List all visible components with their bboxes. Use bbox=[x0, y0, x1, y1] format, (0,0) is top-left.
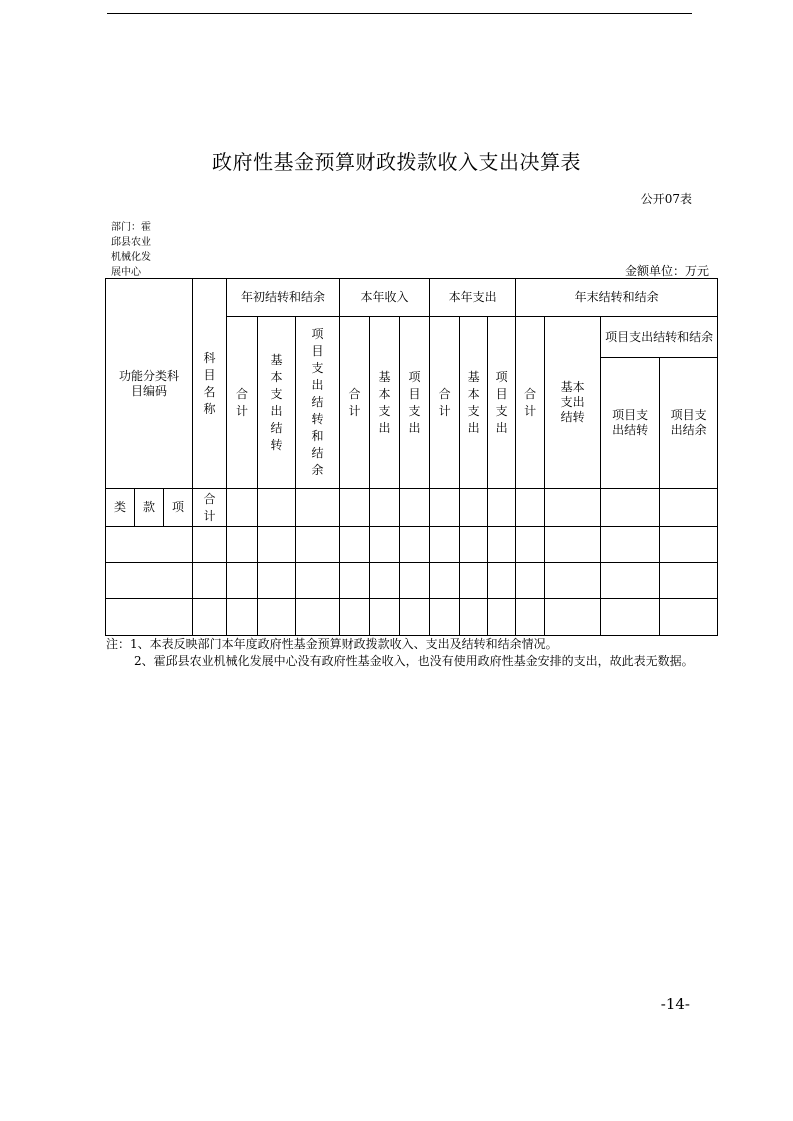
note-1: 注：1、本表反映部门本年度政府性基金预算财政拨款收入、支出及结转和结余情况。 bbox=[106, 637, 558, 651]
income-header: 本年收入 bbox=[340, 279, 430, 317]
page-number: -14- bbox=[660, 995, 690, 1013]
cell bbox=[460, 489, 488, 527]
cell bbox=[340, 527, 370, 563]
cell bbox=[545, 489, 601, 527]
cell bbox=[227, 527, 258, 563]
begin-project-carry-surplus-header: 项目支出结转和结余 bbox=[296, 317, 340, 489]
cell bbox=[370, 527, 400, 563]
end-project-surplus-header: 项目支出结余 bbox=[660, 358, 718, 489]
income-basic-header: 基本支出 bbox=[370, 317, 400, 489]
cell bbox=[227, 489, 258, 527]
begin-basic-carry-header: 基本支出结转 bbox=[258, 317, 296, 489]
cell bbox=[460, 599, 488, 636]
end-project-carry-header: 项目支出结转 bbox=[601, 358, 660, 489]
expense-basic-header: 基本支出 bbox=[460, 317, 488, 489]
cell bbox=[488, 489, 516, 527]
section-header: 款 bbox=[135, 489, 164, 527]
cell bbox=[460, 563, 488, 599]
cell bbox=[400, 489, 430, 527]
cell bbox=[430, 527, 460, 563]
cell bbox=[227, 599, 258, 636]
cell bbox=[193, 599, 227, 636]
cell bbox=[430, 599, 460, 636]
form-number: 公开07表 bbox=[640, 192, 692, 206]
cell bbox=[460, 527, 488, 563]
cell bbox=[296, 563, 340, 599]
cell bbox=[370, 599, 400, 636]
func-code-header: 功能分类科目编码 bbox=[106, 279, 193, 489]
subject-name-header: 科目名称 bbox=[193, 279, 227, 489]
department-label: 部门：霍 邱县农业 机械化发 展中心 bbox=[111, 222, 151, 278]
cell bbox=[516, 563, 545, 599]
end-project-group-header: 项目支出结转和结余 bbox=[601, 317, 718, 358]
table-row bbox=[106, 563, 718, 599]
end-total-header: 合计 bbox=[516, 317, 545, 489]
cell bbox=[258, 599, 296, 636]
notes bbox=[106, 636, 696, 670]
cell bbox=[258, 527, 296, 563]
cell bbox=[400, 599, 430, 636]
cell bbox=[106, 527, 193, 563]
end-basic-carry-header: 基本支出结转 bbox=[545, 317, 601, 489]
cell bbox=[601, 489, 660, 527]
cell bbox=[400, 527, 430, 563]
expense-project-header: 项目支出 bbox=[488, 317, 516, 489]
cell bbox=[340, 599, 370, 636]
cell bbox=[340, 563, 370, 599]
item-header: 项 bbox=[164, 489, 193, 527]
cell bbox=[430, 563, 460, 599]
cell bbox=[601, 563, 660, 599]
cell bbox=[430, 489, 460, 527]
cell bbox=[370, 563, 400, 599]
end-balance-header: 年末结转和结余 bbox=[516, 279, 718, 317]
cell bbox=[660, 563, 718, 599]
cell bbox=[340, 489, 370, 527]
cell bbox=[106, 563, 193, 599]
cell bbox=[193, 563, 227, 599]
expense-total-header: 合计 bbox=[430, 317, 460, 489]
cell bbox=[296, 527, 340, 563]
cell bbox=[516, 489, 545, 527]
cell bbox=[545, 527, 601, 563]
cell bbox=[601, 599, 660, 636]
cell bbox=[193, 527, 227, 563]
cell bbox=[488, 599, 516, 636]
cell bbox=[660, 599, 718, 636]
cell bbox=[516, 527, 545, 563]
note-2: 2、霍邱县农业机械化发展中心没有政府性基金收入，也没有使用政府性基金安排的支出，故此表无数据。 bbox=[134, 654, 694, 668]
cell bbox=[488, 527, 516, 563]
cell bbox=[106, 599, 193, 636]
cell bbox=[296, 599, 340, 636]
table-row bbox=[106, 599, 718, 636]
amount-unit: 金额单位：万元 bbox=[624, 264, 709, 278]
cell bbox=[370, 489, 400, 527]
income-total-header: 合计 bbox=[340, 317, 370, 489]
sum-row-label: 合计 bbox=[193, 489, 227, 527]
cell bbox=[545, 599, 601, 636]
income-project-header: 项目支出 bbox=[400, 317, 430, 489]
cell bbox=[516, 599, 545, 636]
table-row bbox=[106, 527, 718, 563]
page-title: 政府性基金预算财政拨款收入支出决算表 bbox=[212, 150, 581, 174]
cell bbox=[545, 563, 601, 599]
cell bbox=[400, 563, 430, 599]
cell bbox=[227, 563, 258, 599]
cell bbox=[258, 489, 296, 527]
header-rule bbox=[107, 13, 692, 14]
cell bbox=[296, 489, 340, 527]
class-header: 类 bbox=[106, 489, 135, 527]
expense-header: 本年支出 bbox=[430, 279, 516, 317]
cell bbox=[660, 489, 718, 527]
cell bbox=[488, 563, 516, 599]
begin-balance-header: 年初结转和结余 bbox=[227, 279, 340, 317]
final-accounts-table bbox=[105, 278, 718, 636]
cell bbox=[660, 527, 718, 563]
cell bbox=[258, 563, 296, 599]
begin-total-header: 合计 bbox=[227, 317, 258, 489]
cell bbox=[601, 527, 660, 563]
